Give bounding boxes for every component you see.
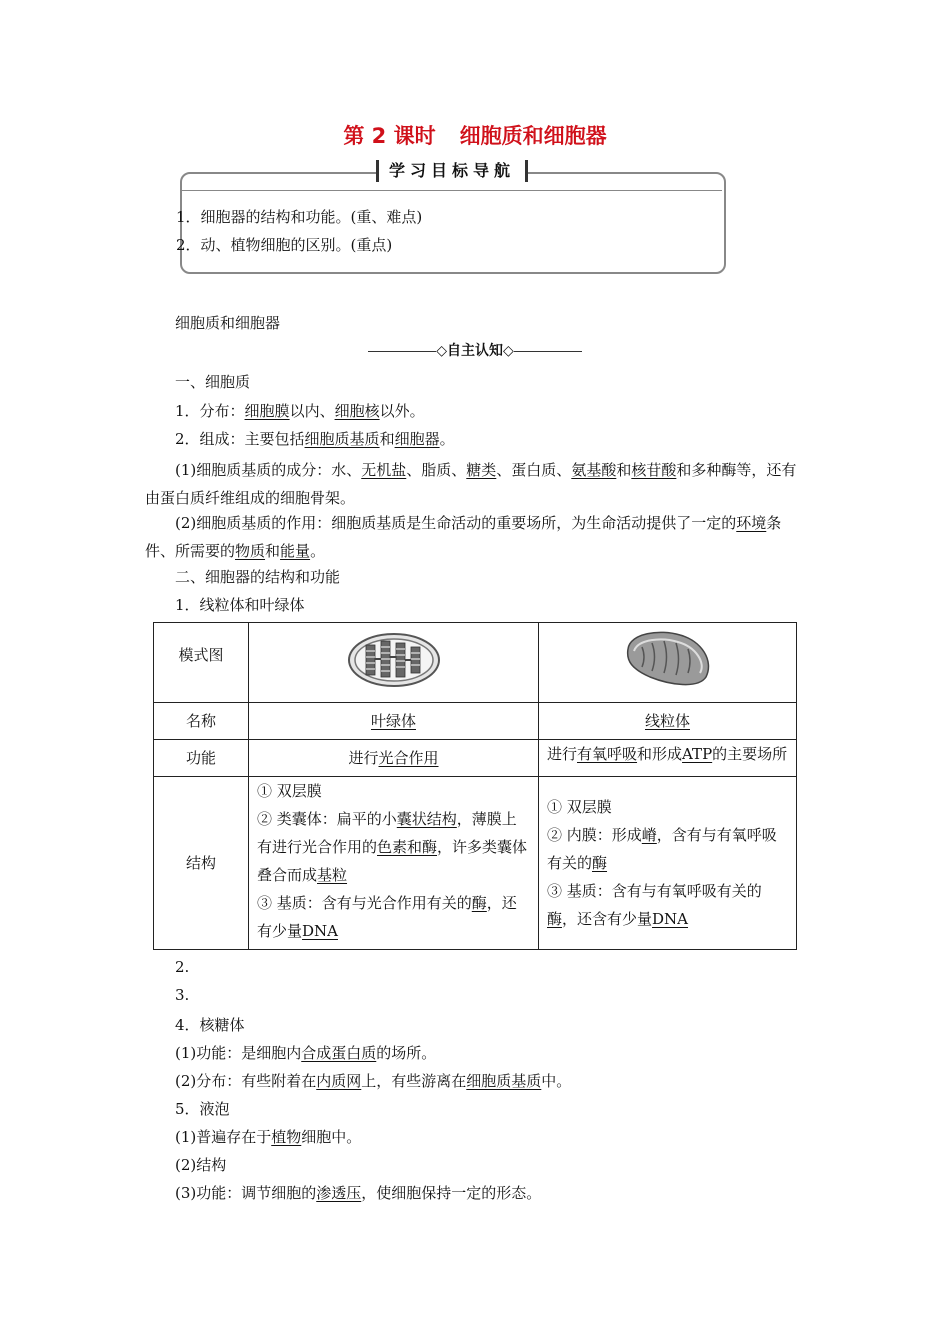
goals-label: 学习目标导航 [376, 160, 528, 182]
section-header-label: 自主认知 [447, 343, 503, 359]
paragraph-composition: 2．组成：主要包括细胞质基质和细胞器。 [175, 430, 455, 448]
heading-ribosome: 4．核糖体 [175, 1016, 245, 1034]
table-row [154, 740, 797, 777]
mitochondrion-diagram-cell [539, 623, 797, 703]
function-mitochondrion: 进行有氧呼吸和形成ATP的主要场所 [539, 740, 797, 777]
ribosome-function: (1)功能：是细胞内合成蛋白质的场所。 [175, 1044, 437, 1062]
lesson-title: 细胞质和细胞器 [459, 124, 607, 148]
organelle-table [153, 622, 797, 950]
vacuole-function: (3)功能：调节细胞的渗透压，使细胞保持一定的形态。 [175, 1184, 542, 1202]
learning-goals-box [176, 160, 726, 272]
section-title: 细胞质和细胞器 [175, 314, 281, 332]
section-header [0, 340, 950, 360]
structure-mitochondrion: ① 双层膜 ② 内膜：形成嵴，含有与有氧呼吸有关的酶 ③ 基质：含有与有氧呼吸有关的酶，还含有少量DNA [539, 777, 797, 950]
lesson-number: 第 2 课时 [343, 124, 436, 148]
table-row [154, 623, 797, 703]
goal-2: 2．动、植物细胞的区别。(重点) [176, 236, 393, 254]
function-chloroplast: 进行光合作用 [249, 740, 539, 777]
item-3: 3. [175, 986, 190, 1004]
page-title [0, 120, 950, 150]
row-label-function: 功能 [154, 740, 249, 777]
chloroplast-diagram-cell [249, 623, 539, 703]
row-label-name: 名称 [154, 703, 249, 740]
table-row [154, 777, 797, 950]
paragraph-matrix-components: (1)细胞质基质的成分：水、无机盐、脂质、糖类、蛋白质、氨基酸和核苷酸和多种酶等，还有由蛋白质纤维组成的细胞骨架。 [145, 461, 797, 507]
vacuole-location: (1)普遍存在于植物细胞中。 [175, 1128, 362, 1146]
paragraph-distribution: 1．分布：细胞膜以内、细胞核以外。 [175, 402, 425, 420]
row-label-diagram: 模式图 [154, 623, 249, 703]
chloroplast-diagram [346, 627, 442, 689]
goals-divider [182, 190, 722, 191]
goal-1: 1．细胞器的结构和功能。(重、难点) [176, 208, 423, 226]
diamond-icon: ◇ [436, 343, 447, 359]
item-2: 2. [175, 958, 190, 976]
heading-cytoplasm: 一、细胞质 [175, 373, 251, 391]
name-mitochondrion: 线粒体 [539, 703, 797, 740]
heading-organelles: 二、细胞器的结构和功能 [175, 568, 341, 586]
vacuole-structure: (2)结构 [175, 1156, 227, 1174]
mitochondrion-diagram [620, 627, 716, 689]
heading-mito-chloro: 1．线粒体和叶绿体 [175, 596, 305, 614]
paragraph-matrix-function: (2)细胞质基质的作用：细胞质基质是生命活动的重要场所，为生命活动提供了一定的环境条件、所需要的物质和能量。 [145, 514, 782, 560]
structure-chloroplast: ① 双层膜 ② 类囊体：扁平的小囊状结构，薄膜上有进行光合作用的色素和酶，许多类囊体叠合而成基粒 ③ 基质：含有与光合作用有关的酶，还有少量DNA [249, 777, 539, 950]
name-chloroplast: 叶绿体 [249, 703, 539, 740]
diamond-icon: ◇ [503, 343, 514, 359]
table-row [154, 703, 797, 740]
heading-vacuole: 5．液泡 [175, 1100, 230, 1118]
row-label-structure: 结构 [154, 777, 249, 950]
ribosome-distribution: (2)分布：有些附着在内质网上，有些游离在细胞质基质中。 [175, 1072, 572, 1090]
